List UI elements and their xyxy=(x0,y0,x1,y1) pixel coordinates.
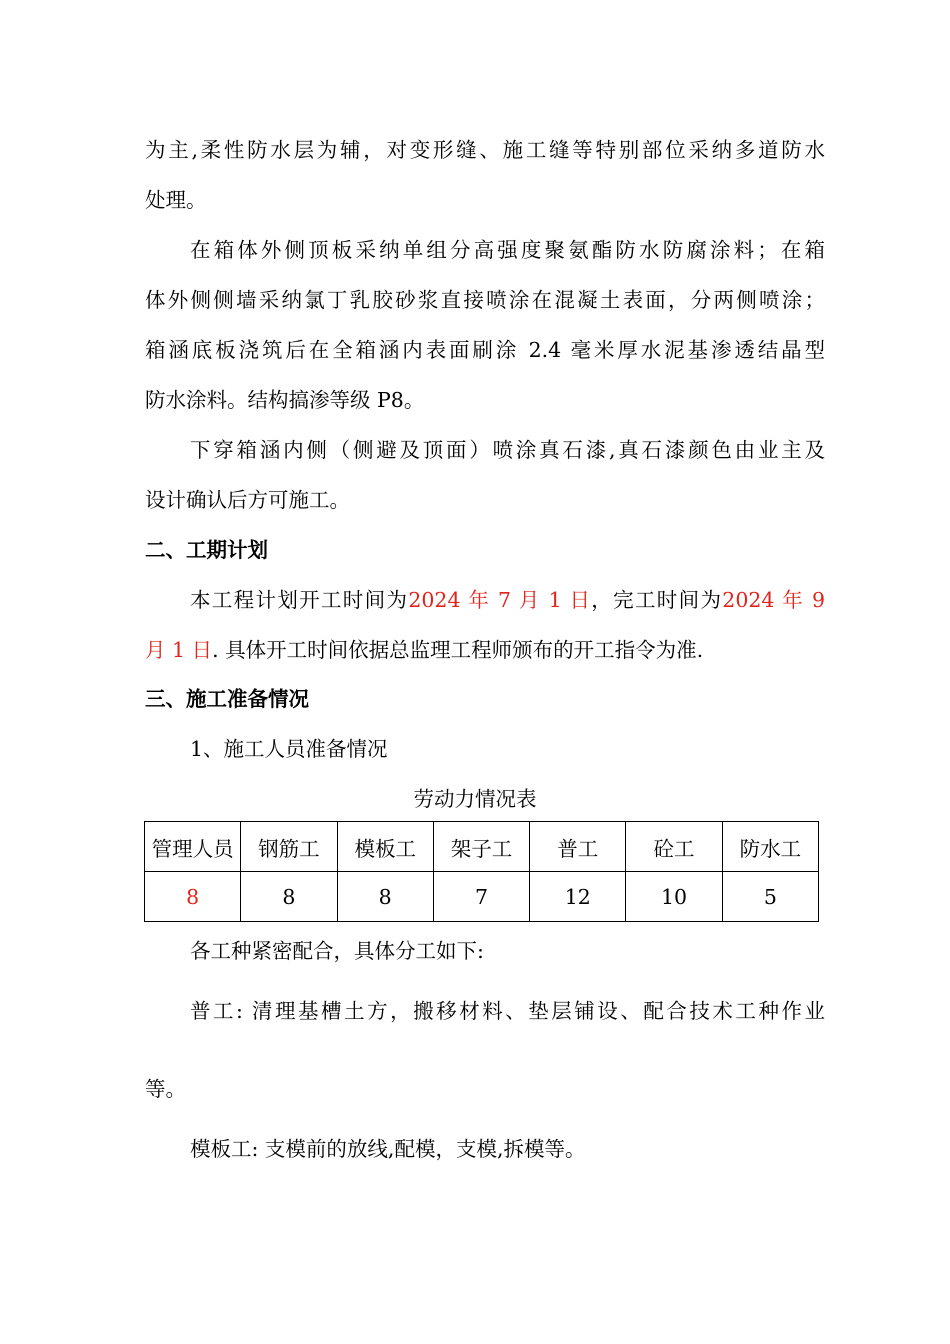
table-caption: 劳动力情况表 xyxy=(413,787,537,811)
table-row xyxy=(145,872,819,922)
paragraph-line: 箱涵底板浇筑后在全箱涵内表面刷涂 2.4 毫米厚水泥基渗透结晶型 xyxy=(145,338,825,362)
end-date-part: 月 1 日 xyxy=(145,638,213,662)
table-cell: 8 xyxy=(145,872,241,922)
paragraph-line: 体外侧侧墙采纳氯丁乳胶砂浆直接喷涂在混凝土表面，分两侧喷涂； xyxy=(145,288,825,312)
subsection-heading: 1、施工人员准备情况 xyxy=(190,737,388,761)
paragraph-line: 普工: 清理基槽土方，搬移材料、垫层铺设、配合技术工种作业 xyxy=(190,999,825,1023)
paragraph-line: 设计确认后方可施工。 xyxy=(145,488,350,512)
section-heading-preparation: 三、施工准备情况 xyxy=(145,687,309,711)
table-header-cell: 普工 xyxy=(530,822,626,872)
table-cell: 8 xyxy=(337,872,433,922)
paragraph-line: 下穿箱涵内侧（侧避及顶面）喷涂真石漆,真石漆颜色由业主及 xyxy=(190,438,825,462)
schedule-line-1 xyxy=(190,587,825,613)
table-header-cell: 模板工 xyxy=(337,822,433,872)
table-header-cell: 砼工 xyxy=(626,822,722,872)
paragraph-line: 为主,柔性防水层为辅，对变形缝、施工缝等特别部位采纳多道防水 xyxy=(145,138,825,162)
start-date: 2024 年 7 月 1 日 xyxy=(408,588,592,612)
table-cell: 5 xyxy=(722,872,818,922)
table-header-cell: 架子工 xyxy=(433,822,529,872)
table-cell: 12 xyxy=(530,872,626,922)
table-header-row xyxy=(145,822,819,872)
paragraph-line: 处理。 xyxy=(145,188,207,212)
schedule-text: 本工程计划开工时间为 xyxy=(190,588,409,612)
end-date-part: 2024 年 9 xyxy=(722,588,826,612)
paragraph-line: 模板工: 支模前的放线,配模，支模,拆模等。 xyxy=(190,1137,586,1161)
table-header-cell: 管理人员 xyxy=(145,822,241,872)
paragraph-line: 在箱体外侧顶板采纳单组分高强度聚氨酯防水防腐涂料；在箱 xyxy=(190,238,825,262)
section-heading-schedule: 二、工期计划 xyxy=(145,538,268,562)
paragraph-line: 等。 xyxy=(145,1077,186,1101)
table-cell: 7 xyxy=(433,872,529,922)
table-cell: 8 xyxy=(241,872,337,922)
labor-table xyxy=(144,821,819,922)
paragraph-line: 防水涂料。结构搞渗等级 P8。 xyxy=(145,388,425,412)
table-cell: 10 xyxy=(626,872,722,922)
schedule-line-2 xyxy=(145,637,825,663)
table-header-cell: 防水工 xyxy=(722,822,818,872)
schedule-text: . 具体开工时间依据总监理工程师颁布的开工指令为准. xyxy=(212,638,704,662)
paragraph-line: 各工种紧密配合，具体分工如下: xyxy=(190,939,484,963)
schedule-text: ，完工时间为 xyxy=(591,588,723,612)
table-header-cell: 钢筋工 xyxy=(241,822,337,872)
